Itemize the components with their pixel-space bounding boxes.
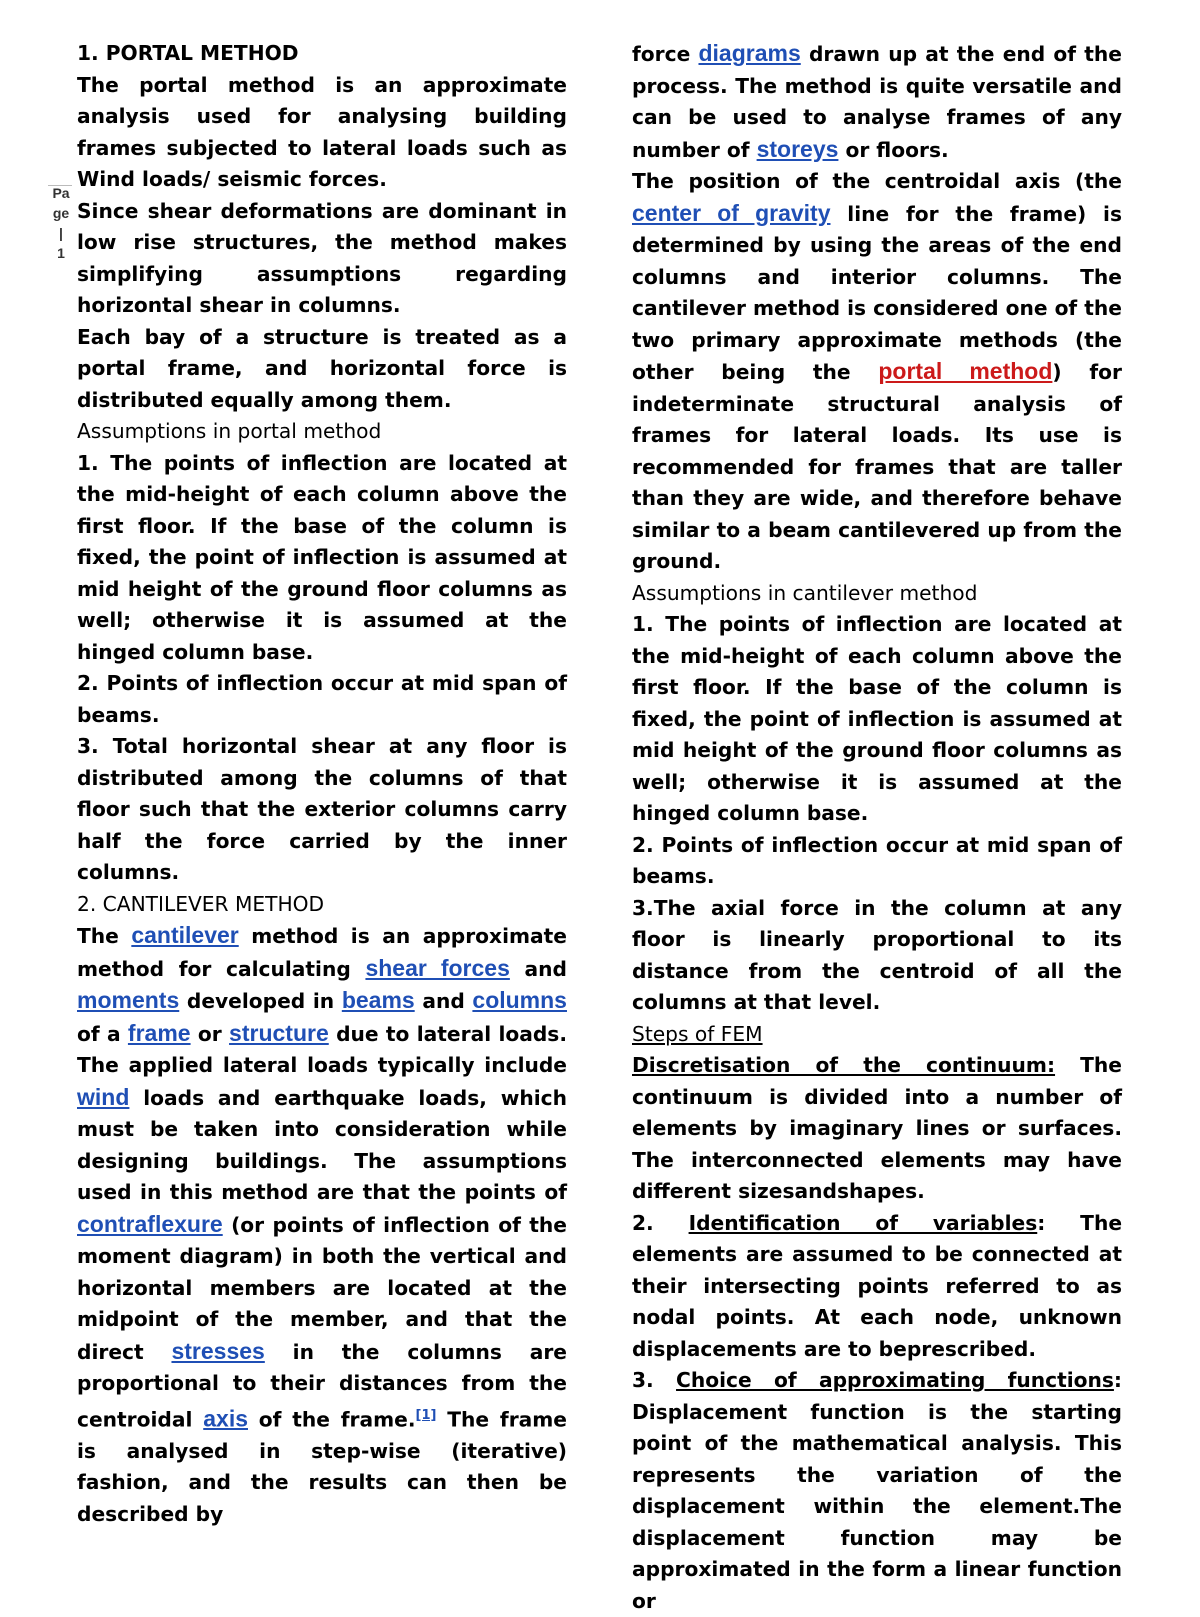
continuation-paragraph	[632, 38, 1122, 166]
text: in the columns are proportional to their distances from the centroidal	[77, 1339, 567, 1432]
fem-step-2	[632, 1208, 1122, 1366]
text: force	[632, 42, 699, 66]
centroidal-axis-paragraph	[632, 166, 1122, 578]
fem-step-1	[632, 1050, 1122, 1208]
steps-of-fem-title: Steps of FEM	[632, 1021, 763, 1046]
link-wind[interactable]: wind	[77, 1083, 130, 1110]
text: of a	[77, 1021, 128, 1046]
text: method is an approximate method for calculating	[77, 924, 567, 981]
page-label-part: |	[59, 225, 63, 241]
page-number: 1	[57, 245, 65, 261]
portal-assumption-3: 3. Total horizontal shear at any floor is distributed among the columns of that floor such that the exterior columns carry half the force carried by the inner columns.	[77, 734, 567, 884]
text: ) for indeterminate structural analysis of frames for lateral loads. Its use is recommended for frames that are taller than they are wide, and therefore behave similar to a beam cantilevered up from the ground.	[632, 360, 1122, 573]
link-structure[interactable]: structure	[229, 1019, 329, 1046]
page-margin-label	[48, 183, 74, 263]
text: and	[414, 989, 473, 1013]
text: and	[509, 956, 567, 981]
cantilever-assumption-3: 3.The axial force in the column at any floor is linearly proportional to its distance from the centroid of all the columns at that level.	[632, 895, 1122, 1014]
text: (or points of inflection of the moment diagram) in both the vertical and horizontal members are located at the midpoint of the member, and that the direct	[77, 1212, 567, 1364]
bay-paragraph: Each bay of a structure is treated as a portal frame, and horizontal force is distributed equally among them.	[77, 324, 567, 412]
link-cantilever[interactable]: cantilever	[131, 922, 239, 948]
right-column	[632, 38, 1122, 1617]
text: The position of the centroidal axis (the	[632, 169, 1122, 193]
portal-assumptions-title: Assumptions in portal method	[77, 419, 382, 443]
text: or floors.	[838, 137, 949, 162]
link-moments[interactable]: moments	[77, 987, 180, 1013]
text: The frame is analysed in step-wise (iterative) fashion, and the results can then be described by	[77, 1407, 567, 1526]
link-center-of-gravity[interactable]: center of gravity	[632, 199, 831, 226]
step-1-title: Discretisation of the continuum:	[632, 1053, 1056, 1077]
heading-portal-method: 1. PORTAL METHOD	[77, 41, 299, 65]
step-1-body: The continuum is divided into a number of elements by imaginary lines or surfaces. The interconnected elements may have different sizesandshapes.	[632, 1053, 1122, 1203]
link-axis[interactable]: axis	[203, 1405, 248, 1432]
link-portal-method[interactable]: portal method	[878, 358, 1053, 384]
step-2-title: Identification of variables	[688, 1210, 1038, 1235]
link-frame[interactable]: frame	[127, 1019, 191, 1046]
link-storeys[interactable]: storeys	[756, 135, 839, 162]
page-label-part: Pa	[52, 185, 70, 201]
left-column	[77, 38, 567, 1530]
shear-paragraph: Since shear deformations are dominant in low rise structures, the method makes simplifying assumptions regarding horizontal shear in columns.	[77, 198, 567, 317]
page-label-part: ge	[52, 205, 70, 221]
step-3-body: : Displacement function is the starting point of the mathematical analysis. This represents the variation of the displacement within the element.The displacement function may be approximated in the form a linear function or	[632, 1368, 1122, 1613]
cantilever-assumptions-title: Assumptions in cantilever method	[632, 580, 978, 605]
fem-step-3	[632, 1365, 1122, 1617]
portal-assumption-2: 2. Points of inflection occur at mid span of beams.	[77, 671, 567, 727]
step-3-title: Choice of approximating functions	[676, 1368, 1114, 1392]
heading-cantilever-method: 2. CANTILEVER METHOD	[77, 891, 325, 916]
text: of the frame.	[248, 1407, 416, 1432]
portal-intro-paragraph: The portal method is an approximate analysis used for analysing building frames subjected to lateral loads such as Wind loads/ seismic forces.	[77, 72, 567, 191]
link-beams[interactable]: beams	[341, 987, 415, 1013]
step-number: 3.	[632, 1368, 677, 1392]
cantilever-assumption-1: 1. The points of inflection are located at the mid-height of each column above the first floor. If the base of the column is fixed, the point of inflection is assumed at mid height of the ground floor columns as well; otherwise it is assumed at the hinged column base.	[632, 612, 1122, 825]
link-contraflexure[interactable]: contraflexure	[77, 1210, 223, 1237]
link-stresses[interactable]: stresses	[171, 1337, 265, 1364]
text: developed in	[179, 989, 342, 1013]
cantilever-paragraph	[77, 920, 567, 1530]
portal-assumption-1: 1. The points of inflection are located at the mid-height of each column above the first floor. If the base of the column is fixed, the point of inflection is assumed at mid height of the ground floor columns as well; otherwise it is assumed at the hinged column base.	[77, 450, 567, 664]
text: drawn up at the end of the process. The method is quite versatile and can be used to analyse frames of any number of	[632, 42, 1122, 162]
text: or	[190, 1021, 230, 1046]
link-shear-forces[interactable]: shear forces	[365, 954, 510, 981]
link-columns[interactable]: columns	[472, 987, 567, 1013]
link-diagrams[interactable]: diagrams	[698, 40, 801, 66]
step-2-body: : The elements are assumed to be connected at their intersecting points referred to as nodal points. At each node, unknown displacements are to beprescribed.	[632, 1210, 1123, 1361]
text: line for the frame) is determined by using the areas of the end columns and interior columns. The cantilever method is considered one of the two primary approximate methods (the other being the	[632, 201, 1122, 384]
step-number: 2.	[632, 1210, 689, 1235]
text: loads and earthquake loads, which must be taken into consideration while designing buildings. The assumptions used in this method are that the points of	[77, 1085, 567, 1204]
cantilever-assumption-2: 2. Points of inflection occur at mid span of beams.	[632, 832, 1122, 888]
text: due to lateral loads. The applied lateral loads typically include	[77, 1021, 567, 1077]
text: The	[77, 924, 132, 948]
citation-link[interactable]: [1]	[415, 1407, 437, 1423]
